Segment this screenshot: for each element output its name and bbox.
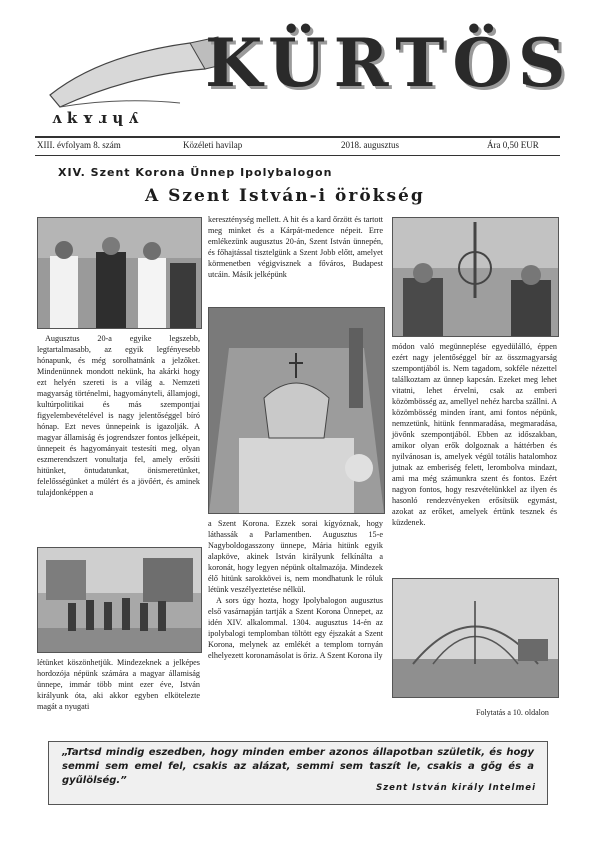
masthead-logo <box>40 35 225 130</box>
photo-pavilion <box>392 578 559 698</box>
price-label: Ára 0,50 EUR <box>487 140 539 150</box>
paragraph: létünket köszönhetjük. Mindezeknek a jelképes hordozója népünk számára a magyar államiság ünnepe, immár több mint ezer éve, István királyunk óta, aki akkor egyben elkötelezte magát a nyugati <box>37 658 200 711</box>
paragraph: Augusztus 20-a egyike legszebb, legtartalmasabb, az egyik legfényesebb hónapunk, és még sorolhatnánk a jelzőket. Mindenünnek mondott nekünk, ha akárki hogy ezt helyén szereti is a világ a. Nemzeti magyarság történelmi, hagyományteli, államjogi, kultúrpolitikai és más szempontjai figyelembevételével is nagy jelentőséggel bíró hónap. Ezt neves ünnepeink is igazolják. A magyar államiság és jogrendszer fontos jelképeit, ünnepeit és hagyományait testesíti meg, olyan eszmerendszert vonultatja fel, amely erősíti hitünket, öntudatunkat, önismeretünket, felelősségünket a múlért és a jövőért, és aminek tulajdonképpen a <box>37 334 200 497</box>
masthead-title: KÜRTÖS <box>205 24 574 102</box>
date-label: 2018. augusztus <box>341 140 399 150</box>
paragraph: kereszténység mellett. A hit és a kard őrzött és tartott meg minket és a Kárpát-medence népeit. Erre emlékezünk augusztus 20-án, Szent István ünnepén, és főhajtással tisztelgünk a Szent Jobb előtt, amelyet körmenetben végigvisznek a főváros, Budapest utcáin. Másik jelképünk <box>208 215 383 279</box>
divider <box>35 136 560 138</box>
photo-priests <box>37 217 202 329</box>
article-column-1-continued <box>37 657 200 712</box>
article-headline: A Szent István-i örökség <box>145 186 425 206</box>
photo-memorial <box>392 217 559 337</box>
divider <box>35 155 560 156</box>
quote-text: „Tartsd mindig eszedben, hogy minden ember azonos állapotban születik, és hogy semmi sem emel fel, csakis az alázat, semmi sem taszít le, csakis a gőg és a gyűlölség.” <box>62 747 534 786</box>
article-column-2-continued <box>208 518 383 661</box>
continued-note: Folytatás a 10. oldalon <box>476 708 549 717</box>
paragraph: A sors úgy hozta, hogy Ipolybalogon augusztus első vasárnapján tartják a Szent Korona Ünnepet, az idén XIV. alkalommal. 1304. augusztus 14-én az ipolybalogi templomban töltött egy éjszakát a Szent Korona, melynek az emlékét a templom tornyán elhelyezett koronamásolat is őriz. A Szent Korona ily <box>208 596 383 660</box>
frequency-label: Közéleti havilap <box>183 140 243 150</box>
info-bar <box>35 139 560 153</box>
paragraph: módon való megünneplése egyedülálló, éppen ezért nagy jelentőséggel bír az összmagyarság szempontjából is. Nem tagadom, sokféle nézettel találkoztam az ünnep kapcsán. Ezeket meg lehet vitatni, lehet érvelni, csak az emberi közömbösség az, amellyel nehéz harcba szállni. A közömbösség minden írant, ami fontos népünk, nemzetünk, hitünk fennmaradása, megmaradása, jövőnk szempontjából. Ebben az időszakban, amikor olyan erők dolgoznak a háttérben és nyilvánosan is, amelyek végül totális hatalomhoz jutnak az emberiség felett, lerombolva mindazt, ami ma még számunkra szent és fontos. Ezért nagyon fontos, hogy reszvételünkkel az ilyen és hasonló rendezvényeken erősítsük egymást, azokat az erőket, amelyek értünk tesznek és küzdenek. <box>392 342 557 527</box>
article-column-3 <box>392 341 557 528</box>
quote-source: Szent István király Intelmei <box>376 783 536 793</box>
paragraph: a Szent Korona. Ezzek sorai kígyóznak, hogy láthassák a Parlamentben. Augusztus 15-e Nagyboldogasszony ünnepe, Mária hitünk egyik alapköve, akinek István királyunk felkínálta a koronát, hogy legyen népünk oltalmazója. Mindezek élő hitünk sarokkövei is, nem mondhatunk le róluk létünk veszélyeztetése nélkül. <box>208 519 383 594</box>
volume-label: XIII. évfolyam 8. szám <box>37 140 121 150</box>
svg-text:ʌ k ʏ ɹ ɥ ʎ: ʌ k ʏ ɹ ɥ ʎ <box>52 109 139 127</box>
photo-procession <box>37 547 202 653</box>
article-column-2 <box>208 214 383 280</box>
photo-holy-crown <box>208 307 385 514</box>
article-kicker: XIV. Szent Korona Ünnep Ipolybalogon <box>58 166 333 179</box>
article-column-1 <box>37 333 200 498</box>
